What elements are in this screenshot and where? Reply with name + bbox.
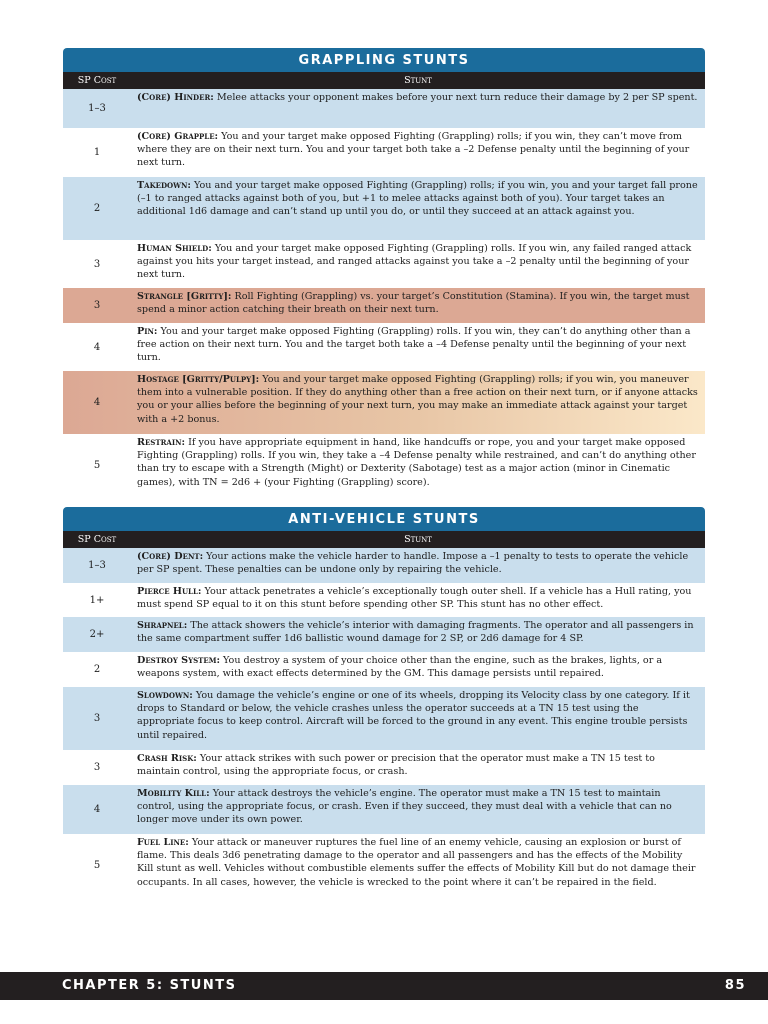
stunt-name: Destroy System:	[137, 655, 220, 666]
table-row	[63, 785, 705, 834]
table-row	[63, 323, 705, 371]
table-header	[63, 72, 705, 89]
anti-vehicle-stunts-table	[63, 507, 705, 896]
stunt-name: Mobility Kill:	[137, 788, 210, 799]
sp-cost: 4	[93, 397, 101, 408]
table-row	[63, 177, 705, 240]
sp-cost: 3	[93, 713, 101, 724]
sp-cost: 2	[93, 664, 101, 675]
stunt-text: You and your target make opposed Fighting (Grappling) rolls; if you win, you maneuver them into a vulnerable position. If they do anything other than a free action on their next turn, or if anyone attacks you or your allies before the beginning of your next turn, you may make an immediate attack against your target with a +2 bonus.	[137, 374, 698, 425]
table-row	[63, 128, 705, 177]
stunt-text: You and your target make opposed Fighting (Grappling) rolls. If you win, any failed ranged attack against you hits your target instead, and ranged attacks against you take a –2 penalty until the beginning of your next turn.	[137, 243, 692, 281]
sp-cost: 1	[93, 147, 101, 158]
sp-cost: 4	[93, 804, 101, 815]
stunt-name: Pin:	[137, 326, 158, 337]
stunt-text: You and your target make opposed Fighting (Grappling) rolls; if you win, you and your target fall prone (–1 to ranged attacks against both of you, but +1 to melee attacks against both of you). Your target takes an additional 1d6 damage and can’t stand up until you do, or until they succeed at an attack against you.	[137, 180, 698, 218]
stunt-name: Strangle [Gritty]:	[137, 291, 232, 302]
table-row	[63, 89, 705, 128]
sp-cost: 5	[93, 459, 101, 471]
sp-cost: 2	[93, 203, 101, 214]
stunt-description	[131, 288, 705, 323]
column-header-sp-cost: SP Cost	[77, 75, 117, 86]
stunt-description	[131, 617, 705, 652]
stunt-name: Slowdown:	[137, 690, 193, 701]
stunt-text: You destroy a system of your choice other than the engine, such as the brakes, lights, or a weapons system, with exact effects determined by the GM. This damage persists until repaired.	[137, 655, 663, 680]
stunt-name: Human Shield:	[137, 243, 212, 254]
sp-cost: 5	[93, 859, 101, 871]
stunt-name: Fuel Line:	[137, 837, 189, 848]
stunt-description	[131, 785, 705, 834]
stunt-name: (Core) Dent:	[137, 551, 204, 562]
sp-cost: 1+	[89, 594, 105, 606]
stunt-name: Hostage [Gritty/Pulpy]:	[137, 374, 260, 385]
sp-cost: 4	[93, 341, 101, 353]
stunt-description	[131, 583, 705, 617]
stunt-name: Crash Risk:	[137, 753, 197, 764]
stunt-text: Your attack or maneuver ruptures the fuel line of an enemy vehicle, causing an explosion or burst of flame. This deals 3d6 penetrating damage to the operator and all passengers and has the effects of the Mobility Kill stunt as well. Vehicles without combustible elements suffer the effects of Mobility Kill but do not damage their occupants. In all cases, however, the vehicle is wrecked to the point where it can’t be repaired in the field.	[137, 837, 696, 888]
sp-cost: 3	[93, 258, 101, 270]
sp-cost: 3	[93, 300, 101, 311]
stunt-description	[131, 652, 705, 687]
stunt-description	[131, 834, 705, 896]
sp-cost: 3	[93, 762, 101, 773]
column-header-stunt: Stunt	[404, 75, 432, 86]
stunt-description	[131, 434, 705, 496]
stunt-name: (Core) Hinder:	[137, 92, 214, 103]
table-row	[63, 434, 705, 496]
table-title: ANTI-VEHICLE STUNTS	[63, 507, 705, 531]
stunt-description	[131, 240, 705, 288]
stunt-description	[131, 371, 705, 434]
sp-cost: 1–3	[88, 560, 106, 571]
stunt-text: Melee attacks your opponent makes before your next turn reduce their damage by 2 per SP spent.	[213, 92, 698, 103]
stunt-name: Pierce Hull:	[137, 586, 202, 597]
stunt-description	[131, 750, 705, 785]
stunt-description	[131, 323, 705, 371]
table-row	[63, 750, 705, 785]
stunt-text: Your attack strikes with such power or precision that the operator must make a TN 15 test to maintain control, using the appropriate focus, or crash.	[137, 753, 655, 778]
table-row-gritty	[63, 288, 705, 323]
stunt-description	[131, 687, 705, 750]
table-row	[63, 548, 705, 583]
column-header-stunt: Stunt	[404, 534, 432, 545]
stunt-description	[131, 548, 705, 583]
stunt-name: (Core) Grapple:	[137, 131, 219, 142]
sp-cost: 2+	[89, 629, 105, 640]
table-row	[63, 617, 705, 652]
table-row	[63, 583, 705, 617]
table-row	[63, 834, 705, 896]
table-row	[63, 687, 705, 750]
stunt-name: Shrapnel:	[137, 620, 188, 631]
stunt-description	[131, 89, 705, 128]
stunt-text: Roll Fighting (Grappling) vs. your target’s Constitution (Stamina). If you win, the target must spend a minor action catching their breath on their next turn.	[137, 291, 690, 316]
table-title: GRAPPLING STUNTS	[63, 48, 705, 72]
table-row-gritty-pulpy	[63, 371, 705, 434]
stunt-text: The attack showers the vehicle’s interior with damaging fragments. The operator and all passengers in the same compartment suffer 1d6 ballistic wound damage for 2 SP, or 2d6 damage for 4 SP.	[137, 620, 694, 645]
stunt-name: Takedown:	[137, 180, 191, 191]
stunt-text: Your actions make the vehicle harder to handle. Impose a –1 penalty to tests to operate the vehicle per SP spent. These penalties can be undone only by repairing the vehicle.	[137, 551, 689, 576]
stunt-text: You damage the vehicle’s engine or one of its wheels, dropping its Velocity class by one category. If it drops to Standard or below, the vehicle crashes unless the operator succeeds at a TN 15 test using the appropriate focus to keep control. Aircraft will be forced to the ground in any event. This engine trouble persists until repaired.	[137, 690, 690, 741]
stunt-description	[131, 177, 705, 240]
stunt-text: You and your target make opposed Fighting (Grappling) rolls; if you win, they can’t move from where they are on their next turn. You and your target both take a –2 Defense penalty until the beginning of your next turn.	[137, 131, 690, 169]
stunt-text: You and your target make opposed Fighting (Grappling) rolls. If you win, they can’t do anything other than a free action on their next turn. You and the target both take a –4 Defense penalty until the beginning of your next turn.	[137, 326, 691, 364]
table-row	[63, 652, 705, 687]
stunt-text: Your attack penetrates a vehicle’s exceptionally tough outer shell. If a vehicle has a Hull rating, you must spend SP equal to it on this stunt before spending other SP. This stunt has no other effect.	[137, 586, 692, 611]
table-row	[63, 240, 705, 288]
stunt-text: If you have appropriate equipment in hand, like handcuffs or rope, you and your target make opposed Fighting (Grappling) rolls. If you win, they take a –4 Defense penalty while restrained, and can’t do anything other than try to escape with a Strength (Might) or Dexterity (Sabotage) test as a major action (minor in Cinematic games), with TN = 2d6 + (your Fighting (Grappling) score).	[137, 437, 696, 488]
chapter-title: CHAPTER 5: STUNTS	[62, 978, 237, 993]
table-header	[63, 531, 705, 548]
sp-cost: 1–3	[88, 103, 106, 114]
page-number: 85	[724, 978, 746, 993]
grappling-stunts-table	[63, 48, 705, 496]
stunt-name: Restrain:	[137, 437, 186, 448]
column-header-sp-cost: SP Cost	[77, 534, 117, 545]
page-footer	[0, 972, 768, 1000]
stunt-description	[131, 128, 705, 177]
stunt-text: Your attack destroys the vehicle’s engine. The operator must make a TN 15 test to maintain control, using the appropriate focus, or crash. Even if they succeed, they must deal with a vehicle that can no longer move under its own power.	[137, 788, 672, 826]
